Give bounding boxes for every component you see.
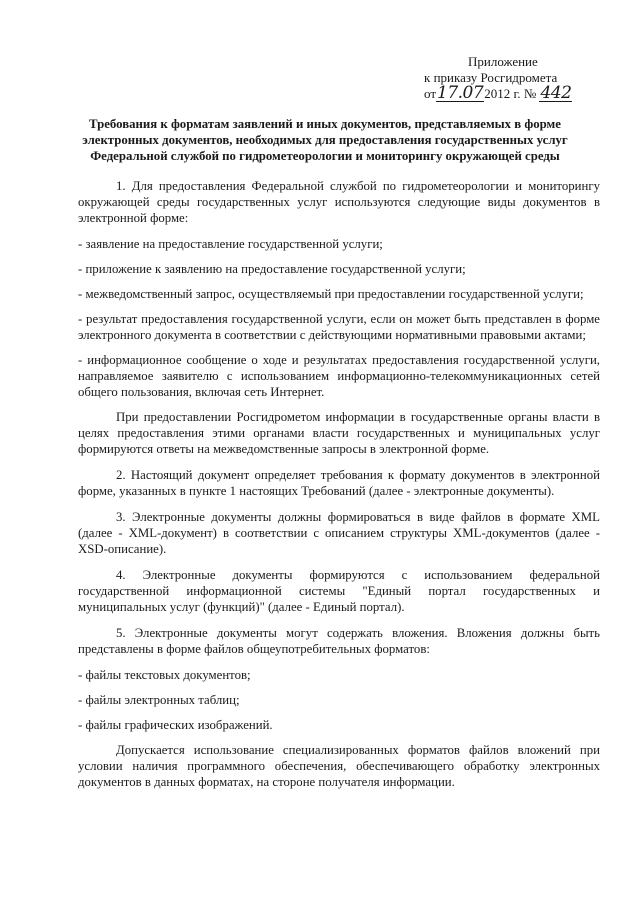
number-label: № bbox=[523, 86, 537, 101]
paragraph-4: 4. Электронные документы формируются с использованием федеральной государственной информационной системы "Единый портал государственных и муниципальных услуг (функций)" (далее - Единый портал). bbox=[78, 568, 600, 614]
annex-order-ref: к приказу Росгидромета bbox=[424, 70, 558, 85]
list-item: - информационное сообщение о ходе и результатах предоставления государственной услуги, направляемое заявителю с использованием информационно-телекоммуникационных сетей общего пользования, включая сеть Интернет. bbox=[78, 353, 600, 399]
list-item: - приложение к заявлению на предоставление государственной услуги; bbox=[78, 262, 466, 276]
list-item: - файлы текстовых документов; bbox=[78, 668, 251, 682]
paragraph-attachments-note: Допускается использование специализированных форматов файлов вложений при условии наличия программного обеспечения, обеспечивающего обработку электронных документов в данных форматах, на стороне получателя информации. bbox=[78, 743, 600, 789]
annex-date-line bbox=[424, 83, 572, 103]
list-item: - файлы электронных таблиц; bbox=[78, 693, 240, 707]
date-prefix: от bbox=[424, 86, 437, 101]
annex-header bbox=[424, 54, 572, 102]
handwritten-number: 442 bbox=[540, 83, 572, 103]
paragraph-2: 2. Настоящий документ определяет требования к формату документов в электронной форме, указанных в пункте 1 настоящих Требований (далее - электронные документы). bbox=[78, 468, 600, 498]
date-year: 2012 г. bbox=[484, 86, 521, 101]
list-item: - межведомственный запрос, осуществляемый при предоставлении государственной услуги; bbox=[78, 287, 584, 301]
paragraph-1: 1. Для предоставления Федеральной службой по гидрометеорологии и мониторингу окружающей среды государственных услуг используются следующие виды документов в электронной форме: bbox=[78, 179, 600, 225]
handwritten-date: 17.07 bbox=[437, 83, 484, 103]
document-body bbox=[78, 178, 600, 800]
annex-label: Приложение bbox=[468, 54, 538, 69]
paragraph-5: 5. Электронные документы могут содержать вложения. Вложения должны быть представлены в форме файлов общеупотребительных форматов: bbox=[78, 626, 600, 656]
document-title: Требования к форматам заявлений и иных документов, представляемых в форме электронных документов, необходимых для предоставления государственных услуг Федеральной службой по гидрометеорологии и мониторингу окружающей среды bbox=[82, 117, 568, 163]
paragraph-interagency: При предоставлении Росгидрометом информации в государственные органы власти в целях предоставления этими органами власти государственных и муниципальных услуг формируются ответы на межведомственные запросы в электронной форме. bbox=[78, 410, 600, 456]
paragraph-3: 3. Электронные документы должны формироваться в виде файлов в формате XML (далее - XML-документ) в соответствии с описанием структуры XML-документов (далее - XSD-описание). bbox=[78, 510, 600, 556]
list-item: - результат предоставления государственной услуги, если он может быть представлен в форме электронного документа в соответствии с действующими нормативными правовыми актами; bbox=[78, 312, 600, 342]
list-item: - файлы графических изображений. bbox=[78, 718, 273, 732]
list-item: - заявление на предоставление государственной услуги; bbox=[78, 237, 383, 251]
